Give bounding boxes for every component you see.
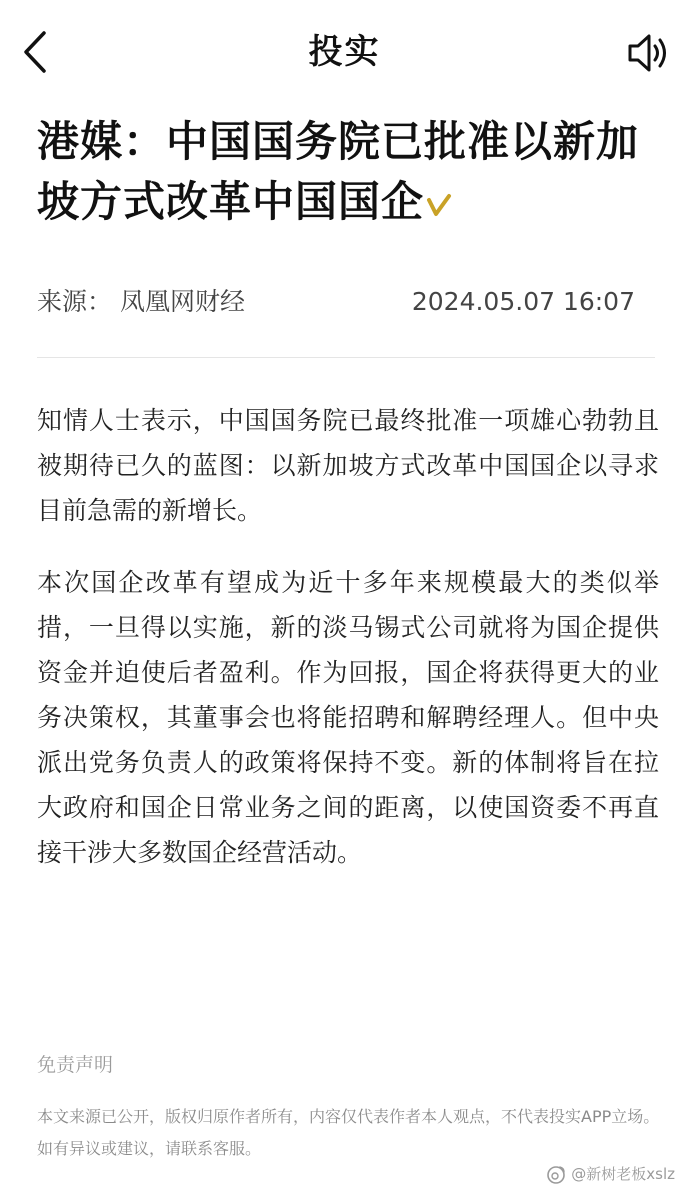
watermark — [545, 1160, 675, 1188]
divider — [37, 357, 655, 358]
article-body — [37, 398, 659, 902]
disclaimer-title: 免责声明 — [37, 1054, 114, 1076]
weibo-icon — [545, 1163, 567, 1185]
verified-mark-icon — [426, 192, 452, 218]
article-source: 来源： 凤凰网财经 — [37, 287, 245, 316]
top-bar — [0, 0, 689, 104]
watermark-text: @新树老板xslz — [571, 1165, 675, 1183]
article-paragraph: 知情人士表示，中国国务院已最终批准一项雄心勃勃且被期待已久的蓝图：以新加坡方式改革中国国企以寻求目前急需的新增长。 — [37, 406, 659, 525]
page-title: 投实 — [308, 32, 381, 72]
headline-text: 港媒：中国国务院已批准以新加坡方式改革中国国企 — [37, 117, 640, 226]
disclaimer-text: 本文来源已公开，版权归原作者所有，内容仅代表作者本人观点，不代表投实APP立场。如有异议或建议，请联系客服。 — [37, 1107, 660, 1158]
speaker-icon — [625, 30, 671, 76]
article-datetime: 2024.05.07 16:07 — [411, 287, 635, 316]
article-meta — [37, 282, 635, 322]
article-headline — [37, 112, 667, 232]
audio-button[interactable] — [625, 30, 671, 76]
article-paragraph: 本次国企改革有望成为近十多年来规模最大的类似举措，一旦得以实施，新的淡马锡式公司就将为国企提供资金并迫使后者盈利。作为回报，国企将获得更大的业务决策权，其董事会也将能招聘和解聘经理人。但中央派出党务负责人的政策将保持不变。新的体制将旨在拉大政府和国企日常业务之间的距离，以使国资委不再直接干涉大多数国企经营活动。 — [37, 568, 659, 867]
